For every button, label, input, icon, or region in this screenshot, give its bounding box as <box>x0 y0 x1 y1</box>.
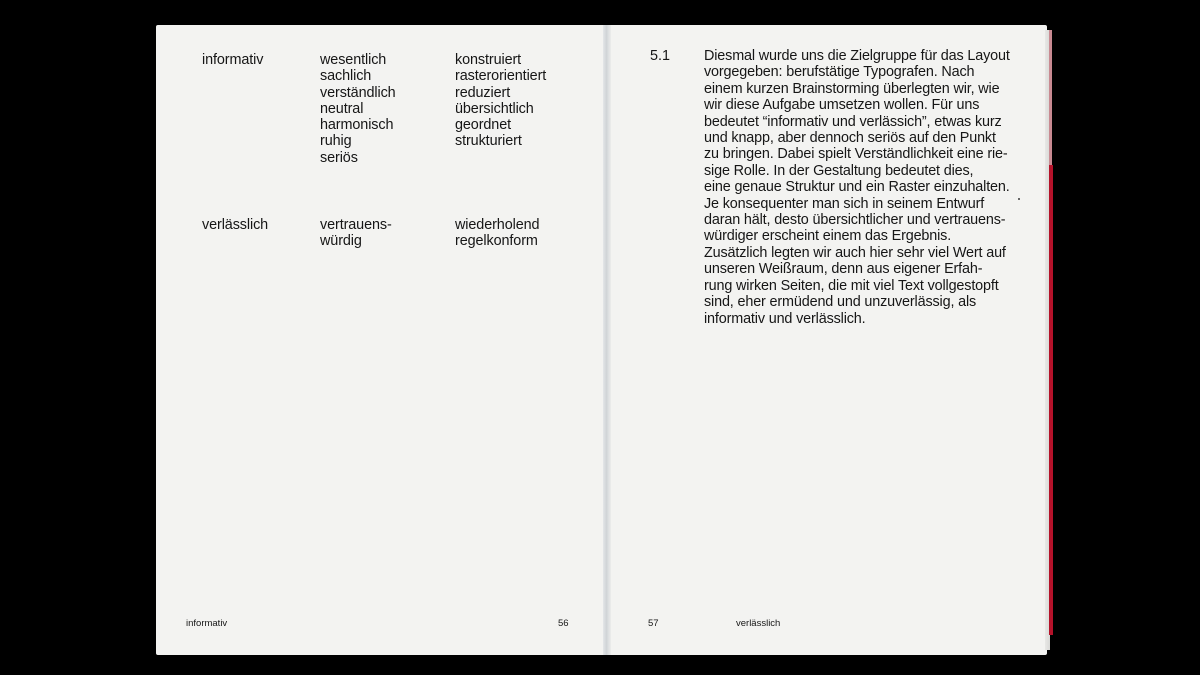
word-item: geordnet <box>455 117 512 134</box>
word-item: ruhig <box>320 133 352 150</box>
row-label-verlasslich: verlässlich <box>202 217 269 233</box>
paragraph-line: einem kurzen Brainstorming überlegten wir, wie <box>704 80 1000 97</box>
word-item: regelkonform <box>455 233 538 250</box>
paragraph-line: zu bringen. Dabei spielt Verständlichkeit eine rie- <box>704 146 1008 163</box>
red-page-edge <box>1049 165 1053 635</box>
left-footer-title: informativ <box>186 618 228 629</box>
paragraph-line: daran hält, desto übersichtlicher und vertrauens- <box>704 212 1006 229</box>
paragraph-line: vorgegeben: berufstätige Typografen. Nach <box>704 64 975 81</box>
word-list-informativ-col1 <box>320 52 396 166</box>
word-item: rasterorientiert <box>455 68 547 85</box>
body-paragraph <box>704 48 1010 327</box>
paragraph-line: Je konsequenter man sich in seinem Entwurf <box>704 195 985 212</box>
paragraph-line: Zusätzlich legten wir auch hier sehr viel Wert auf <box>704 244 1006 261</box>
paper-speck <box>1018 198 1020 200</box>
word-item: reduziert <box>455 84 511 101</box>
word-item: konstruiert <box>455 52 522 68</box>
paragraph-line: rung wirken Seiten, die mit viel Text vollgestopft <box>704 277 999 294</box>
word-item: sachlich <box>320 68 372 85</box>
paragraph-line: wir diese Aufgabe umsetzen wollen. Für uns <box>704 97 980 114</box>
page-edge-tint <box>1049 30 1052 165</box>
book-gutter <box>603 25 611 655</box>
right-footer-title: verlässlich <box>736 618 781 629</box>
paragraph-line: würdiger erscheint einem das Ergebnis. <box>704 228 952 245</box>
word-item: wiederholend <box>455 217 540 233</box>
paragraph-line: sind, eher ermüdend und unzuverlässig, als <box>704 294 977 311</box>
word-item: vertrauens- <box>320 217 392 233</box>
paragraph-line: bedeutet “informativ und verlässich”, etwas kurz <box>704 113 1002 130</box>
paragraph-line: und knapp, aber dennoch seriös auf den Punkt <box>704 130 996 147</box>
word-list-informativ-col2 <box>455 52 546 150</box>
row-label-informativ: informativ <box>202 52 264 68</box>
word-item: strukturiert <box>455 133 522 150</box>
word-item: neutral <box>320 100 364 117</box>
paragraph-line: sige Rolle. In der Gestaltung bedeutet dies, <box>704 162 974 179</box>
word-item: harmonisch <box>320 117 394 134</box>
paragraph-line: Diesmal wurde uns die Zielgruppe für das Layout <box>704 48 1010 64</box>
word-item: würdig <box>320 233 362 250</box>
word-item: übersichtlich <box>455 100 534 117</box>
word-item: seriös <box>320 149 358 166</box>
word-item: verständlich <box>320 84 396 101</box>
section-number: 5.1 <box>650 48 671 64</box>
paragraph-line: informativ und verlässlich. <box>704 310 866 327</box>
right-page-number: 57 <box>648 618 659 629</box>
word-list-verlasslich-col2 <box>455 217 539 250</box>
paragraph-line: unseren Weißraum, denn aus eigener Erfah- <box>704 261 983 278</box>
word-list-verlasslich-col1 <box>320 217 392 250</box>
word-item: wesentlich <box>320 52 387 68</box>
left-page-number: 56 <box>558 618 569 629</box>
paragraph-line: eine genaue Struktur und ein Raster einzuhalten. <box>704 179 1010 196</box>
